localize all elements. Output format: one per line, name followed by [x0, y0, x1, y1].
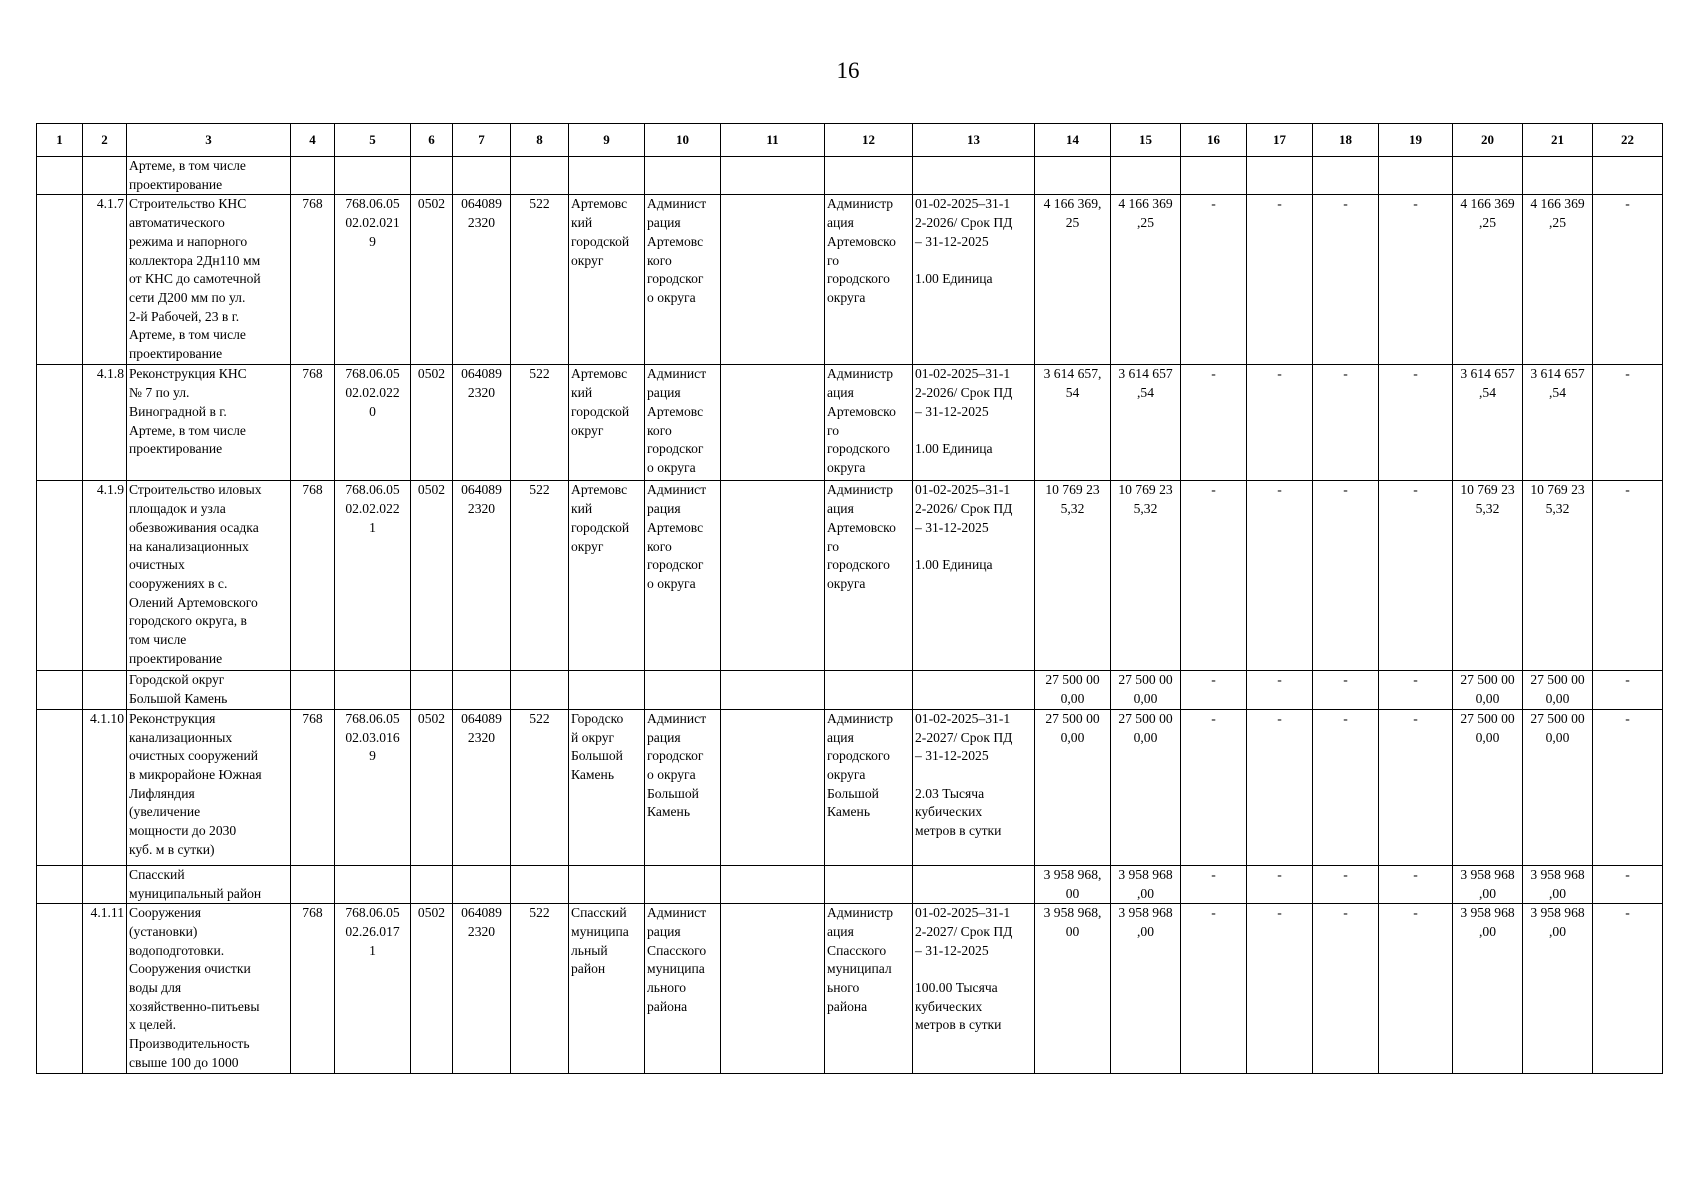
cell-col-7	[453, 865, 511, 903]
cell-col-21: 27 500 00 0,00	[1523, 671, 1593, 709]
header-cell: 10	[645, 124, 721, 157]
cell-col-2: 4.1.8	[83, 365, 127, 481]
cell-col-17	[1247, 157, 1313, 195]
cell-col-16: -	[1181, 671, 1247, 709]
cell-col-22: -	[1593, 481, 1663, 671]
cell-col-17: -	[1247, 671, 1313, 709]
cell-col-10	[645, 157, 721, 195]
cell-col-11	[721, 671, 825, 709]
header-row	[37, 124, 1663, 157]
cell-col-7	[453, 671, 511, 709]
cell-col-22: -	[1593, 709, 1663, 865]
cell-col-18: -	[1313, 481, 1379, 671]
cell-col-21: 3 958 968 ,00	[1523, 904, 1593, 1074]
header-cell: 21	[1523, 124, 1593, 157]
cell-col-14: 27 500 00 0,00	[1035, 709, 1111, 865]
cell-col-5	[335, 671, 411, 709]
cell-col-10: Админист рация Артемовс кого городског о округа	[645, 481, 721, 671]
cell-col-11	[721, 709, 825, 865]
cell-col-12: Администр ация Артемовско го городского округа	[825, 365, 913, 481]
cell-col-1	[37, 481, 83, 671]
cell-col-2	[83, 865, 127, 903]
cell-col-22: -	[1593, 865, 1663, 903]
cell-col-4: 768	[291, 195, 335, 365]
cell-col-6	[411, 671, 453, 709]
cell-col-17: -	[1247, 709, 1313, 865]
cell-col-3: Реконструкция канализационных очистных сооружений в микрорайоне Южная Лифляндия (увеличение мощности до 2030 куб. м в сутки)	[127, 709, 291, 865]
cell-col-19: -	[1379, 481, 1453, 671]
cell-col-19: -	[1379, 904, 1453, 1074]
page-number: 16	[836, 58, 860, 83]
cell-col-3: Строительство иловых площадок и узла обезвоживания осадка на канализационных очистных сооружениях в с. Олений Артемовского городского округа, в том числе проектирование	[127, 481, 291, 671]
cell-col-15: 3 614 657 ,54	[1111, 365, 1181, 481]
cell-col-22: -	[1593, 904, 1663, 1074]
cell-col-15: 3 958 968 ,00	[1111, 865, 1181, 903]
cell-col-15: 10 769 23 5,32	[1111, 481, 1181, 671]
cell-col-13	[913, 157, 1035, 195]
cell-col-19: -	[1379, 671, 1453, 709]
cell-col-8: 522	[511, 481, 569, 671]
cell-col-12	[825, 671, 913, 709]
cell-col-13: 01-02-2025–31-1 2-2027/ Срок ПД – 31-12-2025 2.03 Тысяча кубических метров в сутки	[913, 709, 1035, 865]
cell-col-15: 4 166 369 ,25	[1111, 195, 1181, 365]
header-cell: 12	[825, 124, 913, 157]
cell-col-2: 4.1.11	[83, 904, 127, 1074]
header-cell: 15	[1111, 124, 1181, 157]
cell-col-10: Админист рация Артемовс кого городског о округа	[645, 195, 721, 365]
cell-col-20: 3 958 968 ,00	[1453, 865, 1523, 903]
cell-col-3: Реконструкция КНС № 7 по ул. Виноградной в г. Артеме, в том числе проектирование	[127, 365, 291, 481]
cell-col-12: Администр ация Артемовско го городского округа	[825, 195, 913, 365]
cell-col-5: 768.06.05 02.02.021 9	[335, 195, 411, 365]
cell-col-8: 522	[511, 195, 569, 365]
cell-col-1	[37, 365, 83, 481]
cell-col-18: -	[1313, 365, 1379, 481]
cell-col-6	[411, 157, 453, 195]
cell-col-22: -	[1593, 365, 1663, 481]
header-cell: 7	[453, 124, 511, 157]
cell-col-8	[511, 157, 569, 195]
cell-col-4: 768	[291, 481, 335, 671]
cell-col-10: Админист рация Спасского муниципа льного района	[645, 904, 721, 1074]
cell-col-5: 768.06.05 02.02.022 0	[335, 365, 411, 481]
cell-col-22: -	[1593, 195, 1663, 365]
cell-col-16: -	[1181, 195, 1247, 365]
table-row	[37, 865, 1663, 903]
cell-col-21: 3 614 657 ,54	[1523, 365, 1593, 481]
cell-col-15: 27 500 00 0,00	[1111, 671, 1181, 709]
header-cell: 1	[37, 124, 83, 157]
cell-col-7: 064089 2320	[453, 195, 511, 365]
cell-col-20: 10 769 23 5,32	[1453, 481, 1523, 671]
cell-col-20: 4 166 369 ,25	[1453, 195, 1523, 365]
table-row	[37, 904, 1663, 1074]
table-row	[37, 365, 1663, 481]
cell-col-3: Городской округ Большой Камень	[127, 671, 291, 709]
cell-col-1	[37, 671, 83, 709]
header-cell: 8	[511, 124, 569, 157]
cell-col-12	[825, 865, 913, 903]
cell-col-19: -	[1379, 195, 1453, 365]
header-cell: 18	[1313, 124, 1379, 157]
cell-col-5	[335, 157, 411, 195]
cell-col-22: -	[1593, 671, 1663, 709]
cell-col-6	[411, 865, 453, 903]
cell-col-9: Спасский муниципа льный район	[569, 904, 645, 1074]
cell-col-14: 4 166 369, 25	[1035, 195, 1111, 365]
cell-col-7: 064089 2320	[453, 481, 511, 671]
cell-col-11	[721, 195, 825, 365]
cell-col-14: 3 958 968, 00	[1035, 904, 1111, 1074]
cell-col-16: -	[1181, 709, 1247, 865]
cell-col-4: 768	[291, 904, 335, 1074]
cell-col-18: -	[1313, 709, 1379, 865]
cell-col-20: 3 614 657 ,54	[1453, 365, 1523, 481]
cell-col-16: -	[1181, 481, 1247, 671]
cell-col-8: 522	[511, 365, 569, 481]
cell-col-8: 522	[511, 904, 569, 1074]
cell-col-15	[1111, 157, 1181, 195]
cell-col-10	[645, 865, 721, 903]
cell-col-14: 10 769 23 5,32	[1035, 481, 1111, 671]
cell-col-14: 3 614 657, 54	[1035, 365, 1111, 481]
header-cell: 16	[1181, 124, 1247, 157]
cell-col-20: 27 500 00 0,00	[1453, 671, 1523, 709]
cell-col-5	[335, 865, 411, 903]
cell-col-3: Строительство КНС автоматического режима и напорного коллектора 2Дн110 мм от КНС до самотечной сети Д200 мм по ул. 2-й Рабочей, 23 в г. Артеме, в том числе проектирование	[127, 195, 291, 365]
cell-col-11	[721, 865, 825, 903]
cell-col-1	[37, 865, 83, 903]
cell-col-16: -	[1181, 904, 1247, 1074]
cell-col-13: 01-02-2025–31-1 2-2026/ Срок ПД – 31-12-2025 1.00 Единица	[913, 481, 1035, 671]
cell-col-9	[569, 865, 645, 903]
header-cell: 13	[913, 124, 1035, 157]
cell-col-3: Сооружения (установки) водоподготовки. Сооружения очистки воды для хозяйственно-питьевы х целей. Производительность свыше 100 до 1000	[127, 904, 291, 1074]
cell-col-11	[721, 481, 825, 671]
cell-col-19: -	[1379, 709, 1453, 865]
table-row	[37, 709, 1663, 865]
cell-col-13: 01-02-2025–31-1 2-2026/ Срок ПД – 31-12-2025 1.00 Единица	[913, 365, 1035, 481]
cell-col-4	[291, 671, 335, 709]
header-cell: 19	[1379, 124, 1453, 157]
header-cell: 6	[411, 124, 453, 157]
header-cell: 5	[335, 124, 411, 157]
cell-col-18	[1313, 157, 1379, 195]
cell-col-13: 01-02-2025–31-1 2-2026/ Срок ПД – 31-12-2025 1.00 Единица	[913, 195, 1035, 365]
cell-col-6: 0502	[411, 904, 453, 1074]
cell-col-3: Артеме, в том числе проектирование	[127, 157, 291, 195]
cell-col-6: 0502	[411, 195, 453, 365]
cell-col-17: -	[1247, 481, 1313, 671]
cell-col-4: 768	[291, 365, 335, 481]
header-cell: 2	[83, 124, 127, 157]
cell-col-9: Артемовс кий городской округ	[569, 365, 645, 481]
cell-col-4	[291, 865, 335, 903]
cell-col-2: 4.1.7	[83, 195, 127, 365]
cell-col-1	[37, 709, 83, 865]
table-row	[37, 671, 1663, 709]
cell-col-1	[37, 157, 83, 195]
cell-col-5: 768.06.05 02.02.022 1	[335, 481, 411, 671]
cell-col-14: 3 958 968, 00	[1035, 865, 1111, 903]
cell-col-15: 27 500 00 0,00	[1111, 709, 1181, 865]
header-cell: 17	[1247, 124, 1313, 157]
table-row	[37, 195, 1663, 365]
cell-col-2	[83, 671, 127, 709]
cell-col-2: 4.1.9	[83, 481, 127, 671]
cell-col-18: -	[1313, 865, 1379, 903]
cell-col-18: -	[1313, 671, 1379, 709]
cell-col-11	[721, 904, 825, 1074]
cell-col-21: 27 500 00 0,00	[1523, 709, 1593, 865]
cell-col-12: Администр ация городского округа Большой Камень	[825, 709, 913, 865]
cell-col-19: -	[1379, 365, 1453, 481]
cell-col-7: 064089 2320	[453, 365, 511, 481]
cell-col-17: -	[1247, 365, 1313, 481]
cell-col-11	[721, 365, 825, 481]
cell-col-5: 768.06.05 02.03.016 9	[335, 709, 411, 865]
cell-col-2	[83, 157, 127, 195]
cell-col-21: 3 958 968 ,00	[1523, 865, 1593, 903]
cell-col-18: -	[1313, 195, 1379, 365]
cell-col-13: 01-02-2025–31-1 2-2027/ Срок ПД – 31-12-2025 100.00 Тысяча кубических метров в сутки	[913, 904, 1035, 1074]
cell-col-21: 10 769 23 5,32	[1523, 481, 1593, 671]
cell-col-5: 768.06.05 02.26.017 1	[335, 904, 411, 1074]
cell-col-20	[1453, 157, 1523, 195]
cell-col-14: 27 500 00 0,00	[1035, 671, 1111, 709]
cell-col-6: 0502	[411, 365, 453, 481]
cell-col-6: 0502	[411, 481, 453, 671]
cell-col-10: Админист рация городског о округа Большой Камень	[645, 709, 721, 865]
cell-col-8	[511, 865, 569, 903]
main-table	[36, 123, 1663, 1074]
cell-col-16: -	[1181, 365, 1247, 481]
cell-col-21	[1523, 157, 1593, 195]
cell-col-12	[825, 157, 913, 195]
cell-col-1	[37, 904, 83, 1074]
cell-col-13	[913, 671, 1035, 709]
cell-col-16: -	[1181, 865, 1247, 903]
cell-col-1	[37, 195, 83, 365]
cell-col-4	[291, 157, 335, 195]
cell-col-19: -	[1379, 865, 1453, 903]
cell-col-7: 064089 2320	[453, 904, 511, 1074]
cell-col-22	[1593, 157, 1663, 195]
cell-col-9: Городско й округ Большой Камень	[569, 709, 645, 865]
cell-col-18: -	[1313, 904, 1379, 1074]
cell-col-9: Артемовс кий городской округ	[569, 481, 645, 671]
cell-col-7	[453, 157, 511, 195]
cell-col-4: 768	[291, 709, 335, 865]
cell-col-7: 064089 2320	[453, 709, 511, 865]
header-cell: 14	[1035, 124, 1111, 157]
cell-col-15: 3 958 968 ,00	[1111, 904, 1181, 1074]
cell-col-19	[1379, 157, 1453, 195]
header-cell: 4	[291, 124, 335, 157]
cell-col-6: 0502	[411, 709, 453, 865]
cell-col-12: Администр ация Артемовско го городского округа	[825, 481, 913, 671]
cell-col-10: Админист рация Артемовс кого городског о округа	[645, 365, 721, 481]
cell-col-9	[569, 157, 645, 195]
header-cell: 3	[127, 124, 291, 157]
cell-col-20: 3 958 968 ,00	[1453, 904, 1523, 1074]
cell-col-17: -	[1247, 865, 1313, 903]
cell-col-17: -	[1247, 904, 1313, 1074]
cell-col-21: 4 166 369 ,25	[1523, 195, 1593, 365]
cell-col-12: Администр ация Спасского муниципал ьного района	[825, 904, 913, 1074]
cell-col-11	[721, 157, 825, 195]
cell-col-2: 4.1.10	[83, 709, 127, 865]
cell-col-13	[913, 865, 1035, 903]
header-cell: 22	[1593, 124, 1663, 157]
cell-col-9	[569, 671, 645, 709]
cell-col-9: Артемовс кий городской округ	[569, 195, 645, 365]
table-row	[37, 157, 1663, 195]
header-cell: 20	[1453, 124, 1523, 157]
cell-col-8: 522	[511, 709, 569, 865]
header-cell: 9	[569, 124, 645, 157]
cell-col-16	[1181, 157, 1247, 195]
cell-col-20: 27 500 00 0,00	[1453, 709, 1523, 865]
cell-col-3: Спасский муниципальный район	[127, 865, 291, 903]
cell-col-10	[645, 671, 721, 709]
cell-col-17: -	[1247, 195, 1313, 365]
cell-col-8	[511, 671, 569, 709]
cell-col-14	[1035, 157, 1111, 195]
header-cell: 11	[721, 124, 825, 157]
table-row	[37, 481, 1663, 671]
